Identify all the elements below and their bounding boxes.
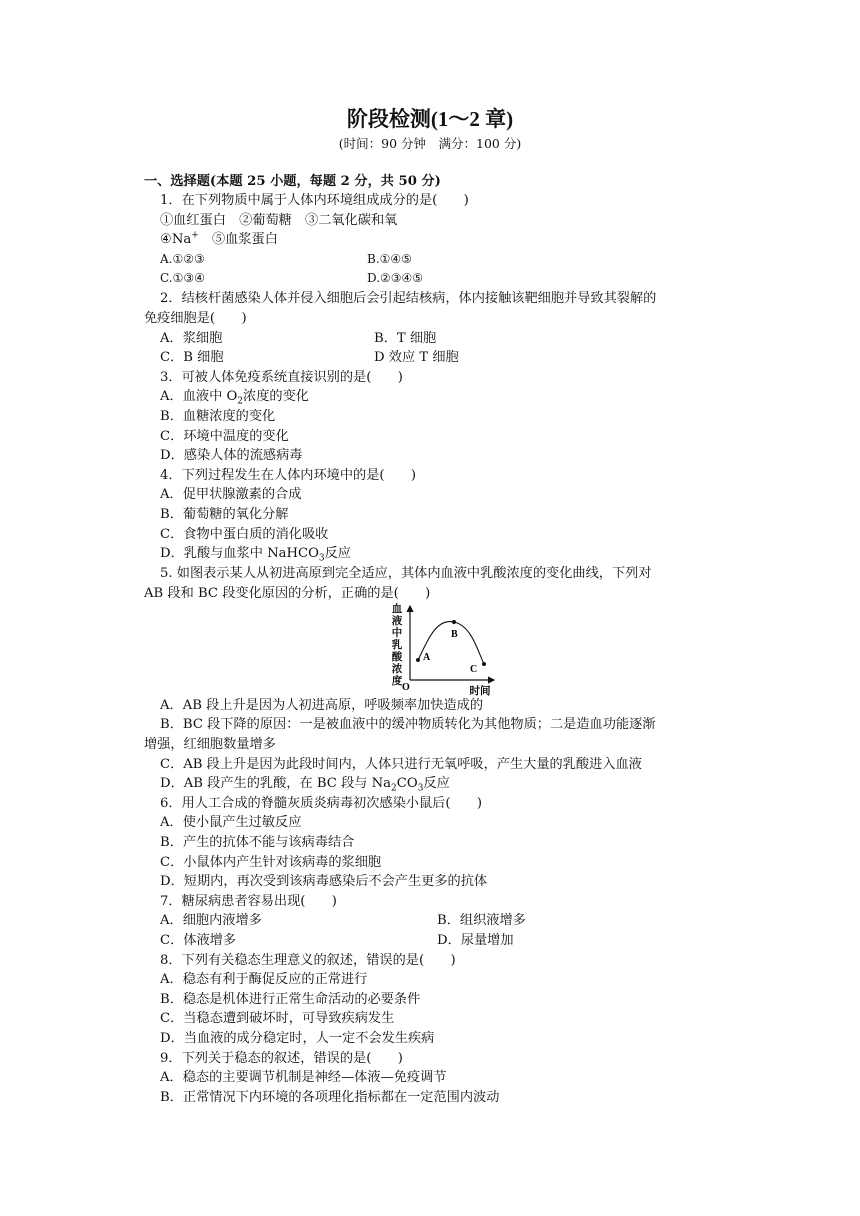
- y-axis-label-char: 乳: [391, 640, 403, 651]
- q8-option-a: A．稳态有利于酶促反应的正常进行: [160, 972, 368, 987]
- y-axis-label-char: 酸: [391, 652, 403, 663]
- y-axis-label: [392, 602, 403, 687]
- page-title: 阶段检测(1～2 章): [346, 107, 514, 131]
- q5-stem-1: 5. 如图表示某人从初进高原到完全适应，其体内血液中乳酸浓度的变化曲线，下列对: [160, 566, 652, 581]
- point-b-label: B: [451, 629, 458, 640]
- origin-label: O: [402, 682, 410, 693]
- q2-stem-2: 免疫细胞是( ): [144, 311, 247, 326]
- q1-option-b: B.①④⑤: [367, 252, 412, 266]
- q2-stem-1: 2．结核杆菌感染人体并侵入细胞后会引起结核病，体内接触该靶细胞并导致其裂解的: [160, 291, 657, 306]
- point-a-marker: [416, 658, 420, 662]
- q4-option-d: D．乳酸与血浆中 NaHCO$_3$反应: [160, 546, 351, 564]
- q8-option-b: B．稳态是机体进行正常生命活动的必要条件: [160, 992, 421, 1007]
- q4-option-c: C．食物中蛋白质的消化吸收: [160, 527, 329, 542]
- q3-option-a: A．血液中 $O_2$浓度的变化: [160, 389, 309, 407]
- q5-option-b-1: B．BC 段下降的原因：一是被血液中的缓冲物质转化为其他物质；二是造血功能逐渐: [160, 717, 656, 732]
- q6-option-a: A．使小鼠产生过敏反应: [160, 815, 302, 830]
- q5-option-b-2: 增强，红细胞数量增多: [144, 737, 276, 752]
- q9-option-b: B．正常情况下内环境的各项理化指标都在一定范围内波动: [160, 1090, 500, 1105]
- point-c-marker: [482, 662, 486, 666]
- q5-option-a: A．AB 段上升是因为人初进高原，呼吸频率加快造成的: [160, 698, 484, 713]
- q6-stem: 6．用人工合成的脊髓灰质炎病毒初次感染小鼠后( ): [160, 796, 482, 811]
- q6-option-c: C．小鼠体内产生针对该病毒的浆细胞: [160, 855, 382, 870]
- q7-option-c: C．体液增多: [160, 933, 237, 948]
- q1-stem: 1．在下列物质中属于人体内环境组成成分的是( ): [160, 193, 469, 208]
- q7-stem: 7．糖尿病患者容易出现( ): [160, 894, 337, 909]
- q9-stem: 9．下列关于稳态的叙述，错误的是( ): [160, 1051, 403, 1066]
- page-subtitle: (时间：90 分钟 满分：100 分): [338, 136, 522, 151]
- q3-option-d: D．感染人体的流感病毒: [160, 448, 303, 463]
- y-axis-label-char: 度: [391, 676, 403, 687]
- q7-option-b: B．组织液增多: [437, 913, 526, 928]
- point-a-label: A: [423, 652, 431, 663]
- q7-option-d: D．尿量增加: [437, 933, 514, 948]
- section-heading: 一、选择题(本题 25 小题，每题 2 分，共 50 分): [144, 174, 441, 189]
- q9-option-a: A．稳态的主要调节机制是神经—体液—免疫调节: [160, 1070, 447, 1085]
- q8-option-c: C．当稳态遭到破坏时，可导致疾病发生: [160, 1011, 395, 1026]
- q4-option-a: A．促甲状腺激素的合成: [160, 487, 302, 502]
- q7-option-a: A．细胞内液增多: [160, 913, 262, 928]
- q2-option-c: C．B 细胞: [160, 350, 224, 365]
- point-b-marker: [452, 620, 456, 624]
- y-axis-label-char: 液: [391, 616, 403, 627]
- lactate-curve-figure: [380, 600, 500, 696]
- q6-option-b: B．产生的抗体不能与该病毒结合: [160, 835, 355, 850]
- q1-option-a: A.①②③: [160, 252, 205, 266]
- q4-stem: 4．下列过程发生在人体内环境中的是( ): [160, 468, 417, 483]
- q5-option-d: D．AB 段产生的乳酸，在 BC 段与 $Na_2CO_3$反应: [160, 776, 450, 794]
- q8-stem: 8．下列有关稳态生理意义的叙述，错误的是( ): [160, 953, 456, 968]
- q1-items-a: ①血红蛋白 ②葡萄糖 ③二氧化碳和氧: [160, 213, 398, 228]
- x-axis-label: 时间: [469, 685, 491, 696]
- q5-option-c: C．AB 段上升是因为此段时间内，人体只进行无氧呼吸，产生大量的乳酸进入血液: [160, 757, 642, 772]
- q1-option-d: D.②③④⑤: [367, 271, 424, 285]
- q4-option-b: B．葡萄糖的氧化分解: [160, 507, 289, 522]
- q1-option-c: C.①③④: [160, 271, 205, 285]
- q6-option-d: D．短期内，再次受到该病毒感染后不会产生更多的抗体: [160, 874, 488, 889]
- q8-option-d: D．当血液的成分稳定时，人一定不会发生疾病: [160, 1031, 435, 1046]
- y-axis-label-char: 中: [391, 628, 403, 639]
- q2-option-d: D 效应 T 细胞: [374, 350, 459, 365]
- y-axis-label-char: 浓: [391, 664, 403, 675]
- y-axis-label-char: 血: [391, 604, 403, 615]
- q2-option-a: A．浆细胞: [160, 331, 223, 346]
- q1-items-b: ④Na+ ⑤血浆蛋白: [160, 230, 278, 247]
- q5-stem-2: AB 段和 BC 段变化原因的分析，正确的是( ): [144, 586, 431, 601]
- point-c-label: C: [470, 664, 478, 675]
- q2-option-b: B．T 细胞: [374, 331, 437, 346]
- q3-stem: 3．可被人体免疫系统直接识别的是( ): [160, 370, 403, 385]
- q3-option-b: B．血糖浓度的变化: [160, 409, 276, 424]
- q3-option-c: C．环境中温度的变化: [160, 429, 289, 444]
